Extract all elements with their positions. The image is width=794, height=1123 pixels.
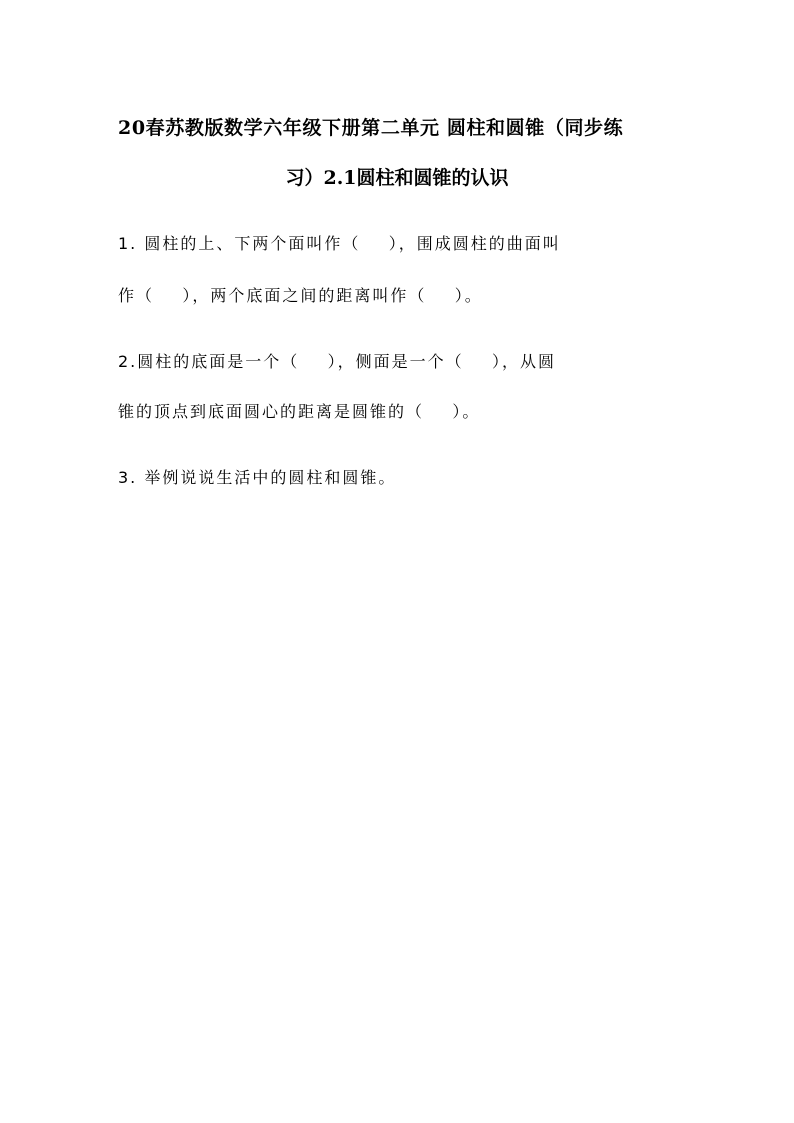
question-1-line1: 1. 圆柱的上、下两个面叫作（ ），围成圆柱的曲面叫 bbox=[118, 234, 561, 253]
question-1-line2: 作（ ），两个底面之间的距离叫作（ ）。 bbox=[118, 286, 483, 305]
question-2-line2: 锥的顶点到底面圆心的距离是圆锥的（ ）。 bbox=[118, 402, 481, 421]
document-title-line1: 20春苏教版数学六年级下册第二单元 圆柱和圆锥（同步练 bbox=[118, 117, 624, 139]
question-3-line1: 3. 举例说说生活中的圆柱和圆锥。 bbox=[118, 468, 397, 487]
question-2-line1: 2.圆柱的底面是一个（ ），侧面是一个（ ），从圆 bbox=[118, 352, 556, 371]
document-title-line2: 习）2.1圆柱和圆锥的认识 bbox=[285, 167, 509, 189]
